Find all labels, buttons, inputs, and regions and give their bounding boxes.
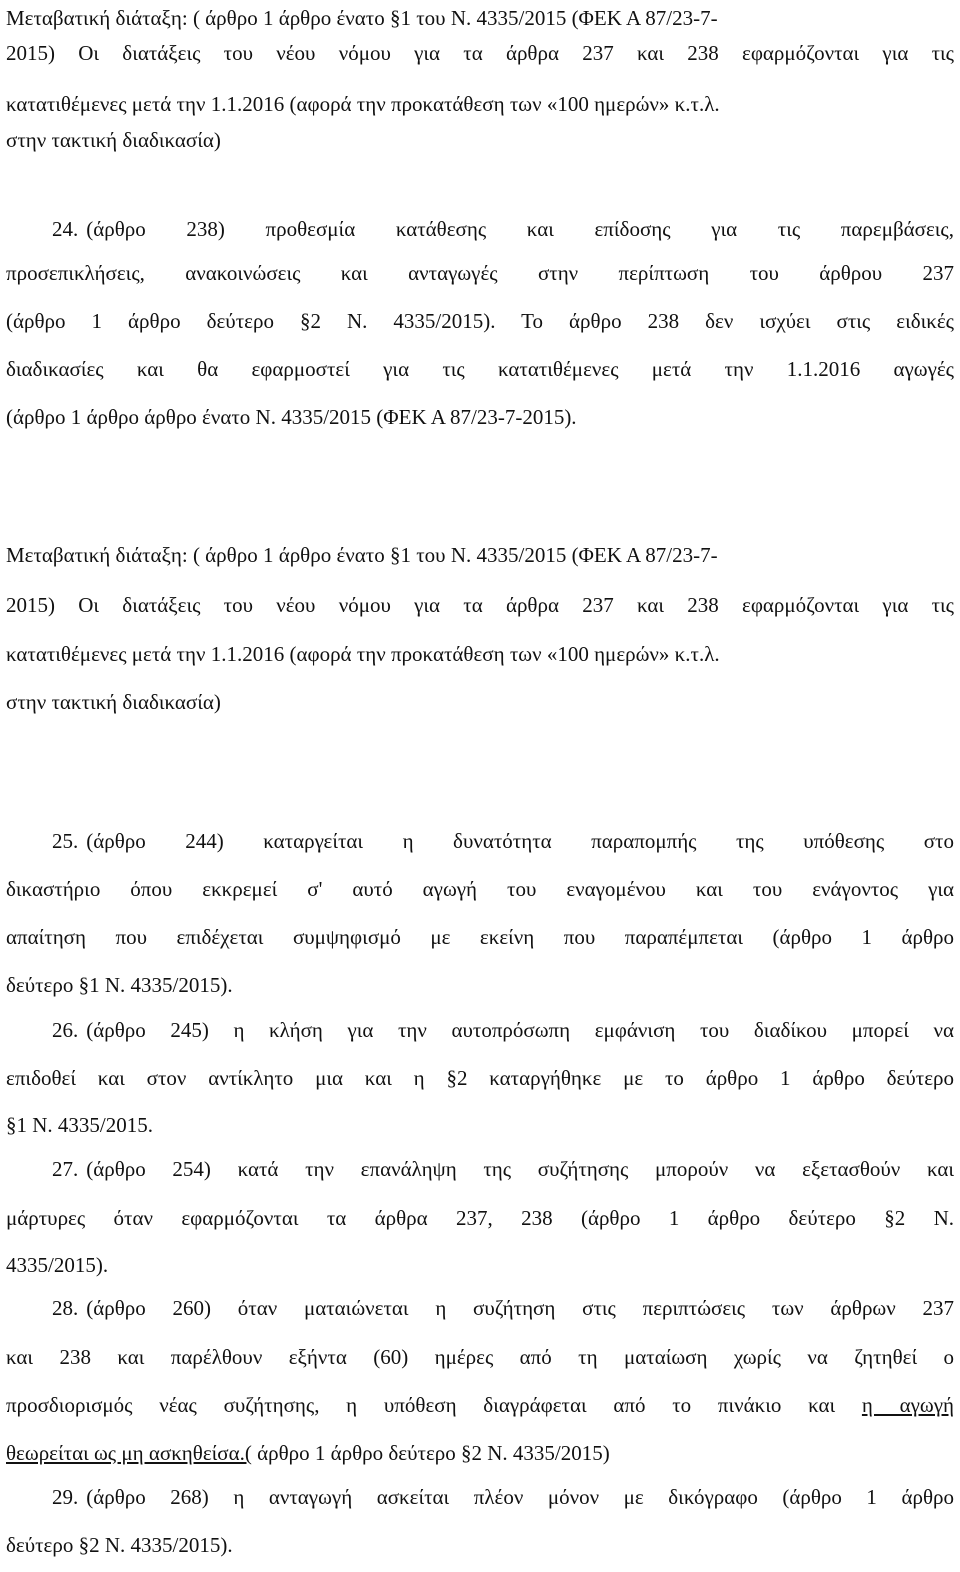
- text-line: προσεπικλήσεις, ανακοινώσεις και ανταγωγές στην περίπτωση του άρθρου 237: [6, 261, 954, 285]
- text-line: (άρθρο 244) καταργείται η δυνατότητα παραπομπής της υπόθεσης στο: [86, 829, 954, 853]
- text-line: δεύτερο §2 Ν. 4335/2015).: [6, 1533, 233, 1557]
- text-line: 2015) Οι διατάξεις του νέου νόμου για τα άρθρα 237 και 238 εφαρμόζονται για τις: [6, 41, 954, 65]
- text-line: απαίτηση που επιδέχεται συμψηφισμό με εκείνη που παραπέμπεται (άρθρο 1 άρθρο: [6, 925, 954, 949]
- text-line: Μεταβατική διάταξη: ( άρθρο 1 άρθρο ένατο §1 του Ν. 4335/2015 (ΦΕΚ Α 87/23-7-: [6, 543, 718, 567]
- text-line: άρθρο 1 άρθρο δεύτερο §2 Ν. 4335/2015): [251, 1441, 610, 1465]
- item-first-line: [6, 215, 954, 243]
- item-first-line: [6, 827, 954, 855]
- item-first-line: [6, 1016, 954, 1044]
- text-line: επιδοθεί και στον αντίκλητο μια και η §2 καταργήθηκε με το άρθρο 1 άρθρο δεύτερο: [6, 1066, 954, 1090]
- item-number: 26.: [52, 1018, 79, 1042]
- text-line: κατατιθέμενες μετά την 1.1.2016 (αφορά την προκατάθεση των «100 ημερών» κ.τ.λ.: [6, 642, 720, 666]
- text-line: Μεταβατική διάταξη: ( άρθρο 1 άρθρο ένατο §1 του Ν. 4335/2015 (ΦΕΚ Α 87/23-7-: [6, 6, 718, 30]
- text-line: στην τακτική διαδικασία): [6, 128, 221, 152]
- text-line: 2015) Οι διατάξεις του νέου νόμου για τα άρθρα 237 και 238 εφαρμόζονται για τις: [6, 593, 954, 617]
- text-line: διαδικασίες και θα εφαρμοστεί για τις κατατιθέμενες μετά την 1.1.2016 αγωγές: [6, 357, 954, 381]
- item-first-line: [6, 1294, 954, 1322]
- text-line: μάρτυρες όταν εφαρμόζονται τα άρθρα 237, 238 (άρθρο 1 άρθρο δεύτερο §2 Ν.: [6, 1206, 954, 1230]
- item-number: 25.: [52, 829, 79, 853]
- text-line: (άρθρο 260) όταν ματαιώνεται η συζήτηση στις περιπτώσεις των άρθρων 237: [86, 1296, 954, 1320]
- text-line: 4335/2015).: [6, 1253, 109, 1277]
- text-line: (άρθρο 254) κατά την επανάληψη της συζήτησης μπορούν να εξετασθούν και: [86, 1157, 954, 1181]
- text-line: στην τακτική διαδικασία): [6, 690, 221, 714]
- text-line: κατατιθέμενες μετά την 1.1.2016 (αφορά την προκατάθεση των «100 ημερών» κ.τ.λ.: [6, 92, 720, 116]
- text-line: (άρθρο 1 άρθρο άρθρο ένατο Ν. 4335/2015 (ΦΕΚ Α 87/23-7-2015).: [6, 405, 577, 429]
- text-line-with-underline: [6, 1391, 954, 1419]
- underlined-text: θεωρείται ως μη ασκηθείσα.(: [6, 1441, 252, 1465]
- text-line: (άρθρο 268) η ανταγωγή ασκείται πλέον μόνον με δικόγραφο (άρθρο 1 άρθρο: [86, 1485, 954, 1509]
- item-number: 24.: [52, 217, 79, 241]
- item-number: 29.: [52, 1485, 79, 1509]
- item-first-line: [6, 1483, 954, 1511]
- item-number: 27.: [52, 1157, 79, 1181]
- text-line: (άρθρο 238) προθεσμία κατάθεσης και επίδοσης για τις παρεμβάσεις,: [86, 217, 954, 241]
- text-line: προσδιορισμός νέας συζήτησης, η υπόθεση διαγράφεται από το πινάκιο και: [6, 1393, 836, 1417]
- text-line: (άρθρο 245) η κλήση για την αυτοπρόσωπη εμφάνιση του διαδίκου μπορεί να: [86, 1018, 954, 1042]
- text-line-with-underline: [6, 1439, 954, 1467]
- text-line: και 238 και παρέλθουν εξήντα (60) ημέρες από τη ματαίωση χωρίς να ζητηθεί ο: [6, 1345, 954, 1369]
- text-line: §1 Ν. 4335/2015.: [6, 1113, 153, 1137]
- item-first-line: [6, 1155, 954, 1183]
- item-number: 28.: [52, 1296, 79, 1320]
- text-line: (άρθρο 1 άρθρο δεύτερο §2 Ν. 4335/2015). Το άρθρο 238 δεν ισχύει στις ειδικές: [6, 309, 954, 333]
- text-line: δικαστήριο όπου εκκρεμεί σ' αυτό αγωγή του εναγομένου και του ενάγοντος για: [6, 877, 954, 901]
- underlined-text: η αγωγή: [861, 1393, 955, 1417]
- text-line: δεύτερο §1 Ν. 4335/2015).: [6, 973, 233, 997]
